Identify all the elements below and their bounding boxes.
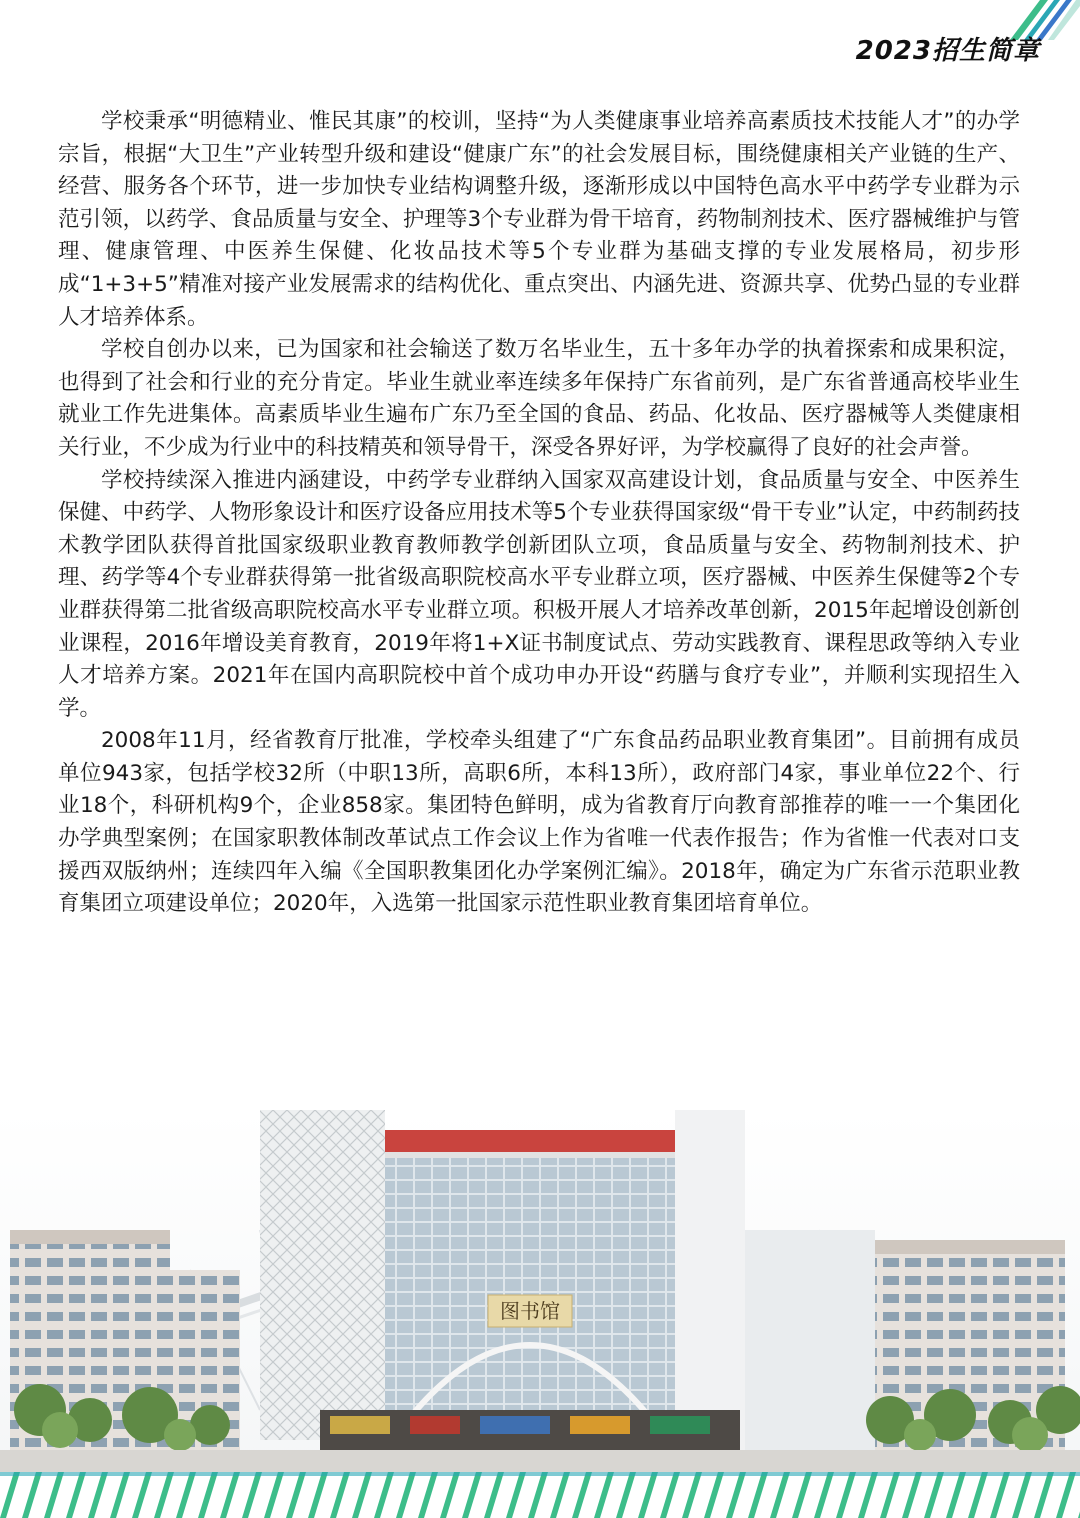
paragraph-education-group: 2008年11月，经省教育厅批准，学校牵头组建了“广东食品药品职业教育集团”。目前拥有成员单位943家，包括学校32所（中职13所，高职6所，本科13所），政府部门4家，事业单位22个、行业18个，科研机构9个，企业858家。集团特色鲜明，成为省教育厅向教育部推荐的唯一一个集团化办学典型案例；在国家职教体制改革试点工作会议上作为省唯一代表作报告；作为省惟一代表对口支援西双版纳州；连续四年入编《全国职教集团化办学案例汇编》。2018年，确定为广东省示范职业教育集团立项建设单位；2020年，入选第一批国家示范性职业教育集团培育单位。	[58, 728, 1020, 917]
body-text	[58, 106, 1020, 921]
paragraph-motto: 学校秉承“明德精业、惟民其康”的校训，坚持“为人类健康事业培养高素质技术技能人才”的办学宗旨，根据“大卫生”产业转型升级和建设“健康广东”的社会发展目标，围绕健康相关产业链的生产、经营、服务各个环节，进一步加快专业结构调整升级，逐渐形成以中国特色高水平中药学专业群为示范引领，以药学、食品质量与安全、护理等3个专业群为骨干培育，药物制剂技术、医疗器械维护与管理、健康管理、中医养生保健、化妆品技术等5个专业群为基础支撑的专业发展格局，初步形成“1+3+5”精准对接产业发展需求的结构优化、重点突出、内涵先进、资源共享、优势凸显的专业群人才培养体系。	[58, 109, 1020, 330]
paragraph-construction: 学校持续深入推进内涵建设，中药学专业群纳入国家双高建设计划，食品质量与安全、中医养生保健、中药学、人物形象设计和医疗设备应用技术等5个专业获得国家级“骨干专业”认定，中药制药技术教学团队获得首批国家级职业教育教师教学创新团队立项，食品质量与安全、药物制剂技术、护理、药学等4个专业群获得第一批省级高职院校高水平专业群立项，医疗器械、中医养生保健等2个专业群获得第二批省级高职院校高水平专业群立项。积极开展人才培养改革创新，2015年起增设创新创业课程，2016年增设美育教育，2019年将1+X证书制度试点、劳动实践教育、课程思政等纳入专业人才培养方案。2021年在国内高职院校中首个成功申办开设“药膳与食疗专业”，并顺利实现招生入学。	[58, 467, 1020, 721]
paragraph-graduates: 学校自创办以来，已为国家和社会输送了数万名毕业生，五十多年办学的执着探索和成果积淀，也得到了社会和行业的充分肯定。毕业生就业率连续多年保持广东省前列，是广东省普通高校毕业生就业工作先进集体。高素质毕业生遍布广东乃至全国的食品、药品、化妆品、医疗器械等人类健康相关行业，不少成为行业中的科技精英和领导骨干，深受各界好评，为学校赢得了良好的社会声誉。	[58, 337, 1020, 460]
bottom-stripes-decoration	[0, 1472, 1080, 1518]
header-title: 2023招生简章	[855, 36, 1040, 66]
campus-photo	[0, 1110, 1080, 1518]
library-sign: 图书馆	[500, 1299, 560, 1323]
